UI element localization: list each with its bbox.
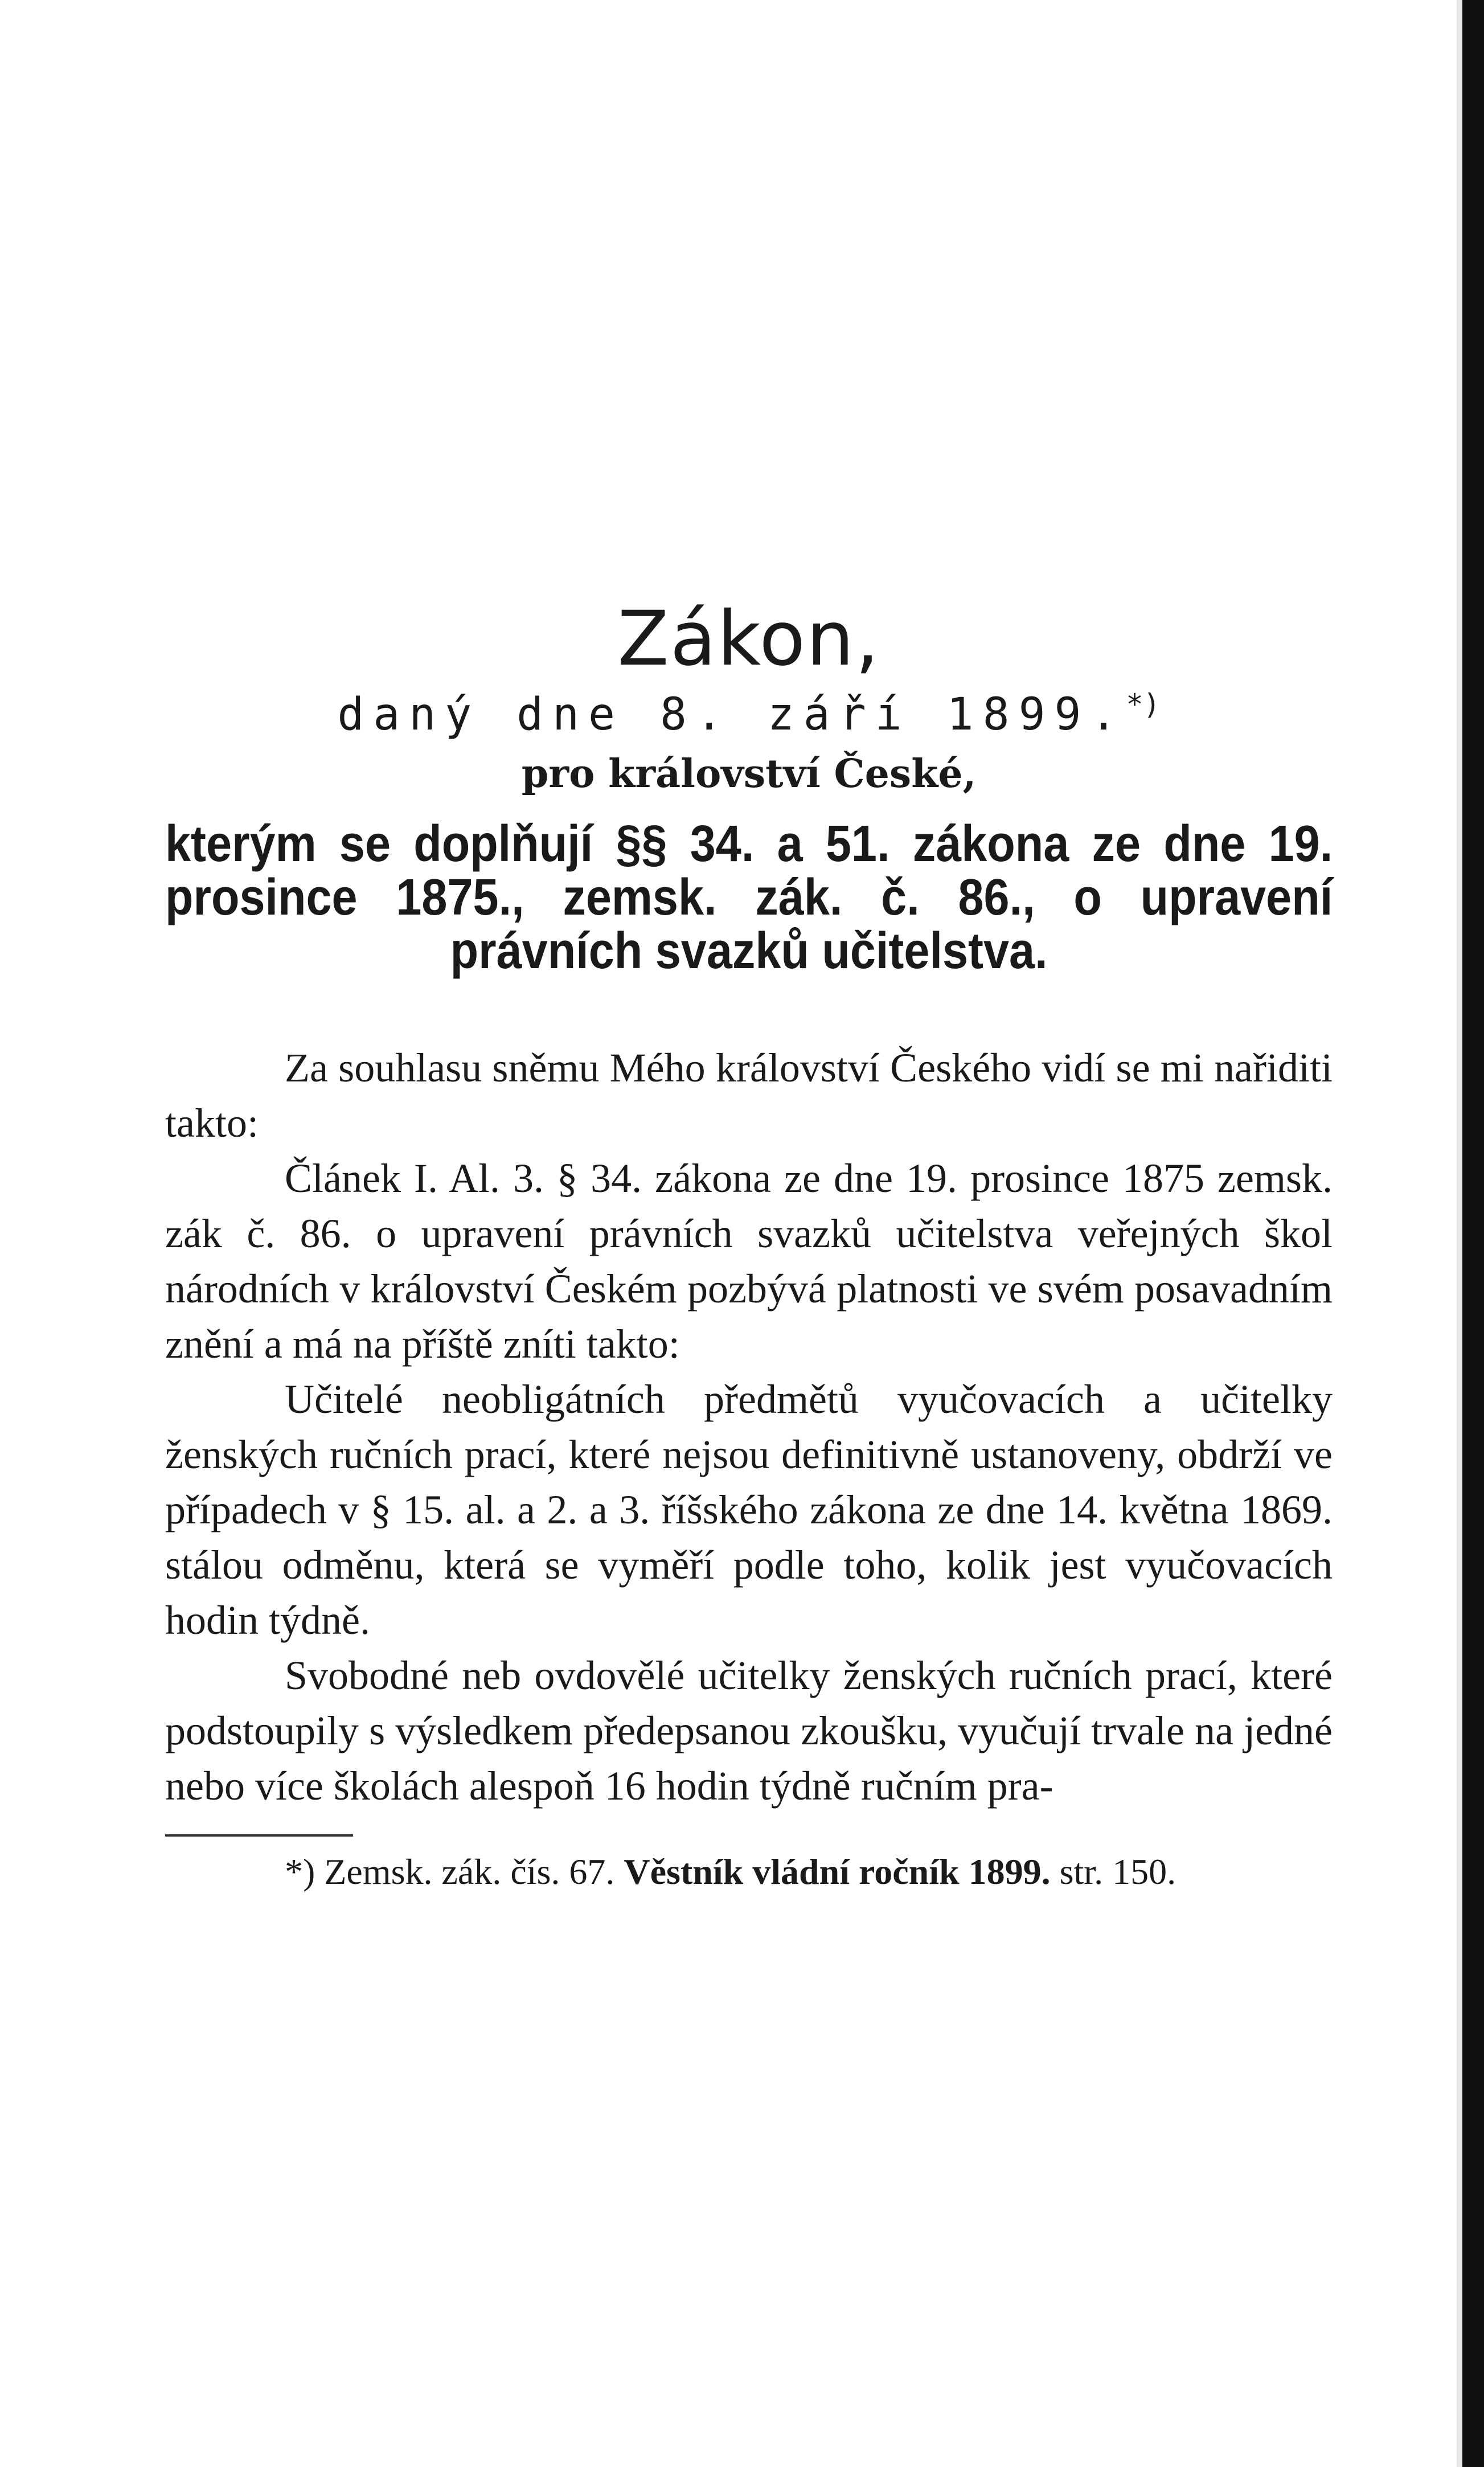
date-footnote-mark: *) bbox=[1126, 688, 1161, 722]
paragraph-article-1: Článek I. Al. 3. § 34. zákona ze dne 19. prosince 1875 zemsk. zák č. 86. o upravení právních svazků učitelstva veřejných škol národních v království Českém pozbývá platnosti ve svém posavadním znění a má na příště zníti takto: bbox=[165, 1155, 1333, 1367]
page-edge bbox=[1462, 0, 1484, 2467]
document-title: Zákon, bbox=[617, 595, 880, 683]
paragraph-intro: Za souhlasu sněmu Mého království Českého vidí se mi nařiditi takto: bbox=[165, 1045, 1333, 1146]
footnote-mark: *) bbox=[285, 1851, 315, 1892]
document-body bbox=[165, 1040, 1333, 1814]
footnote-divider bbox=[165, 1834, 353, 1837]
date-line bbox=[165, 687, 1333, 742]
document-subtitle: pro království České, bbox=[521, 751, 977, 797]
footnote-text: Zemsk. zák. čís. 67. bbox=[324, 1851, 615, 1892]
footnote bbox=[165, 1848, 1333, 1896]
date-text: daný dne 8. září 1899. bbox=[337, 689, 1126, 741]
footnote-tail: str. 150. bbox=[1059, 1851, 1176, 1892]
paragraph-teachers: Učitelé neobligátních předmětů vyučovacích a učitelky ženských ručních prací, které nejsou definitivně ustanoveny, obdrží ve případech v § 15. al. a 2. a 3. říšského zákona ze dne 14. května 1869. stálou odměnu, která se vyměří podle toho, kolik jest vyučovacích hodin týdně. bbox=[165, 1376, 1333, 1644]
paragraph-unmarried-teachers: Svobodné neb ovdovělé učitelky ženských ručních prací, které podstoupily s výsledkem předepsanou zkoušku, vyučují trvale na jedné nebo více školách alespoň 16 hodin týdně ručním pra- bbox=[165, 1653, 1333, 1809]
document-page bbox=[165, 595, 1333, 1896]
document-heading: kterým se doplňují §§ 34. a 51. zákona ze dne 19. prosince 1875., zemsk. zák. č. 86., o upravení právních svazků učitelstva. bbox=[165, 815, 1333, 980]
page-edge-shadow bbox=[1457, 0, 1462, 2467]
footnote-bold-text: Věstník vládní ročník 1899. bbox=[624, 1851, 1051, 1892]
